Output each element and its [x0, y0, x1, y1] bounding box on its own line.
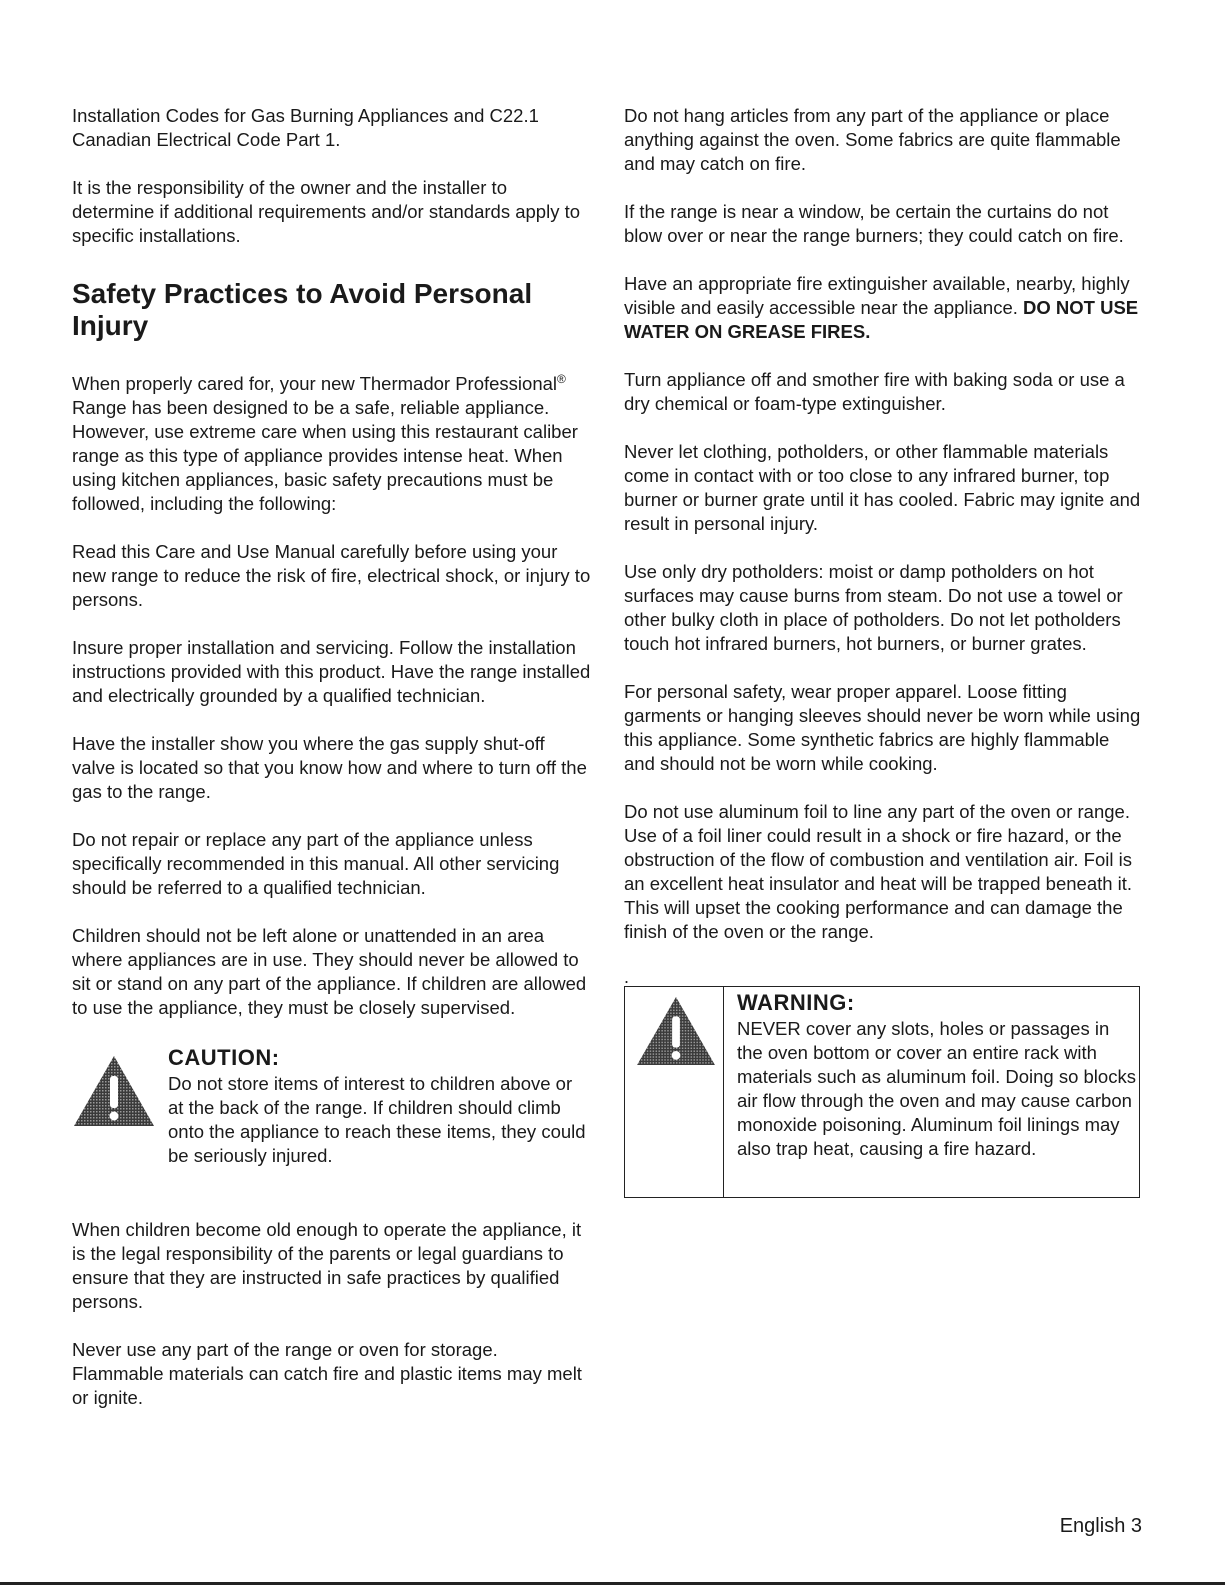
page-number: English 3 [1059, 1515, 1142, 1537]
warning-title: WARNING: [737, 990, 855, 1015]
extinguisher-paragraph [624, 272, 1144, 344]
caution-notice [72, 1044, 592, 1194]
left-column [72, 104, 592, 1434]
caution-text [168, 1044, 588, 1168]
codes-paragraph: Installation Codes for Gas Burning Appliances and C22.1 Canadian Electrical Code Part 1. [72, 105, 539, 150]
shutoff-valve-paragraph: Have the installer show you where the gas supply shut-off valve is located so that you know how and where to turn off the gas to the range. [72, 733, 587, 802]
read-manual-paragraph: Read this Care and Use Manual carefully before using your new range to reduce the risk of fire, electrical shock, or injury to persons. [72, 541, 591, 610]
warning-triangle-icon [635, 995, 717, 1067]
right-column [624, 104, 1144, 1198]
intro-text-start: When properly cared for, your new Thermador Professional [72, 373, 558, 394]
window-paragraph: If the range is near a window, be certain the curtains do not blow over or near the range burners; they could catch on fire. [624, 201, 1124, 246]
hang-articles-paragraph: Do not hang articles from any part of the appliance or place anything against the oven. Some fabrics are quite flammable and may catch on fire. [624, 105, 1121, 174]
intro-paragraph [72, 372, 592, 516]
caution-body: Do not store items of interest to children above or at the back of the range. If children should climb onto the appliance to reach these items, they could be seriously injured. [168, 1073, 586, 1166]
warning-text [737, 989, 1137, 1161]
warning-notice [624, 986, 1140, 1198]
caution-title: CAUTION: [168, 1045, 280, 1070]
registered-mark: ® [557, 371, 566, 386]
apparel-paragraph: For personal safety, wear proper apparel. Loose fitting garments or hanging sleeves should never be worn while using this appliance. Some synthetic fabrics are highly flammable and should not be worn while cooking. [624, 681, 1141, 774]
clothing-paragraph: Never let clothing, potholders, or other flammable materials come in contact with or too close to any infrared burner, top burner or burner grate until it has cooled. Fabric may ignite and result in personal injury. [624, 441, 1141, 534]
extinguisher-text: Have an appropriate fire extinguisher available, nearby, highly visible and easily accessible near the appliance. [624, 273, 1130, 318]
intro-text-rest: Range has been designed to be a safe, reliable appliance. However, use extreme care when using this restaurant caliber range as this type of appliance provides intense heat. When using kitchen appliances, basic safety precautions must be followed, including the following: [72, 397, 578, 514]
storage-paragraph: Never use any part of the range or oven for storage. Flammable materials can catch fire and plastic items may melt or ignite. [72, 1339, 582, 1408]
stray-dot: . [624, 967, 630, 987]
smother-fire-paragraph: Turn appliance off and smother fire with baking soda or use a dry chemical or foam-type extinguisher. [624, 369, 1125, 414]
installation-paragraph: Insure proper installation and servicing. Follow the installation instructions provided with this product. Have the range installed and electrically grounded by a qualified technician. [72, 637, 591, 706]
older-children-paragraph: When children become old enough to operate the appliance, it is the legal responsibility of the parents or legal guardians to ensure that they are instructed in safe practices by qualified persons. [72, 1219, 582, 1312]
aluminum-foil-paragraph: Do not use aluminum foil to line any part of the oven or range. Use of a foil liner could result in a shock or fire hazard, or the obstruction of the flow of combustion and ventilation air. Foil is an excellent heat insulator and heat will be trapped beneath it. This will upset the cooking performance and can damage the finish of the oven or the range. [624, 801, 1133, 942]
responsibility-paragraph: It is the responsibility of the owner and the installer to determine if additional requirements and/or standards apply to specific installations. [72, 177, 581, 246]
warning-body: NEVER cover any slots, holes or passages in the oven bottom or cover an entire rack with materials such as aluminum foil. Doing so blocks air flow through the oven and may cause carbon monoxide poisoning. Aluminum foil linings may also trap heat, causing a fire hazard. [737, 1018, 1136, 1159]
repair-paragraph: Do not repair or replace any part of the appliance unless specifically recommended in this manual. All other servicing should be referred to a qualified technician. [72, 829, 560, 898]
grease-fire-warning: DO NOT USE WATER ON GREASE FIRES. [624, 297, 1139, 342]
potholders-paragraph: Use only dry potholders: moist or damp potholders on hot surfaces may cause burns from steam. Do not use a towel or other bulky cloth in place of potholders. Do not let potholders touch hot infrared burners, hot burners, or burner grates. [624, 561, 1123, 654]
section-heading: Safety Practices to Avoid Personal Injury [72, 278, 533, 341]
warning-icon-cell [625, 987, 724, 1197]
warning-triangle-icon [72, 1054, 156, 1128]
children-paragraph: Children should not be left alone or unattended in an area where appliances are in use. They should never be allowed to sit or stand on any part of the appliance. If children are allowed to use the appliance, they must be closely supervised. [72, 925, 587, 1018]
